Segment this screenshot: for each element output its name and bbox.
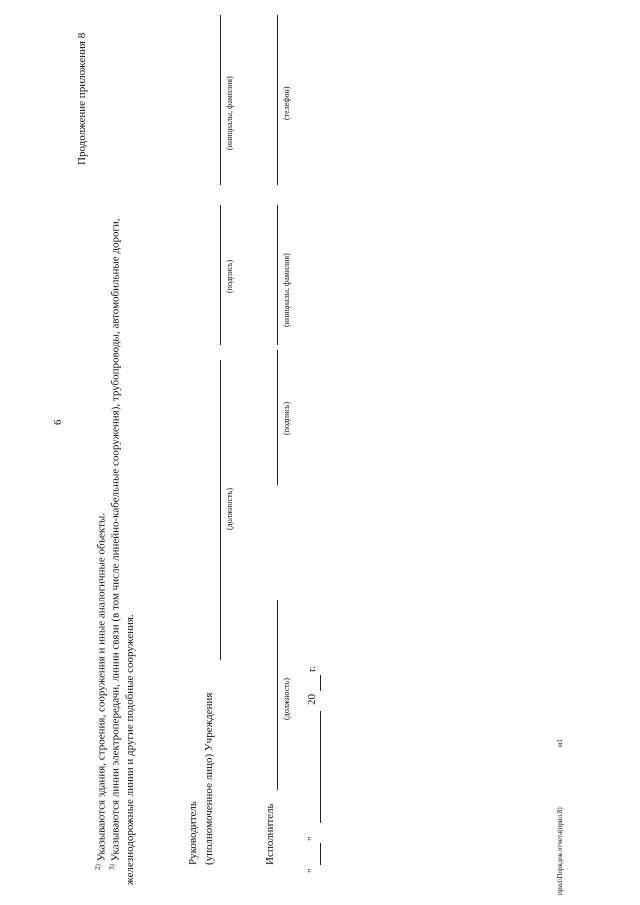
footer-code: м1 (556, 739, 564, 747)
footnote-mark: 3) (108, 864, 116, 870)
executor-phone-line (277, 15, 278, 185)
executor-position-line (277, 600, 278, 790)
page-number: 6 (52, 419, 64, 425)
date-year-prefix: 20 (306, 694, 318, 705)
date-month-line (320, 711, 321, 823)
head-label: Руководитель (187, 801, 199, 865)
footnote-2 (94, 513, 108, 870)
executor-phone-caption: (телефон) (282, 86, 291, 120)
head-name-line (220, 15, 221, 185)
date-year-suffix: г. (306, 665, 318, 672)
executor-name-caption: (инициалы, фамилия) (282, 253, 291, 327)
appendix-continuation: Продолжение приложения 8 (76, 32, 88, 165)
date-day-line (320, 843, 321, 865)
executor-position-caption: (должность) (282, 678, 291, 720)
footnote-3-continuation: железнодорожные линии и другие подобные сооружения. (124, 614, 136, 885)
head-name-caption: (инициалы, фамилия) (225, 76, 234, 150)
footnote-text: Указываются здания, строения, сооружения и иные аналогичные объекты. (95, 512, 108, 862)
footnote-mark: 2) (94, 864, 102, 870)
footer-file-path: прил\Порядок отчета(прил.8) (556, 807, 564, 895)
head-position-caption: (должность) (225, 488, 234, 530)
footnote-3 (108, 218, 122, 870)
executor-signature-line (277, 350, 278, 485)
executor-signature-caption: (подпись) (282, 401, 291, 435)
head-label-continued: (уполномоченное лицо) Учреждения (203, 692, 215, 865)
head-position-line (220, 360, 221, 660)
date-close-quote: " (306, 836, 318, 841)
date-open-quote: " (306, 868, 318, 873)
executor-name-line (277, 205, 278, 345)
executor-label: Исполнитель (264, 803, 276, 865)
head-signature-line (220, 205, 221, 345)
head-signature-caption: (подпись) (225, 259, 234, 293)
footnote-text: Указываются линии электропередачи, линии связи (в том числе линейно-кабельные сооружения), трубопроводы, автомобильные дороги, (109, 218, 122, 862)
date-year-line (320, 675, 321, 691)
